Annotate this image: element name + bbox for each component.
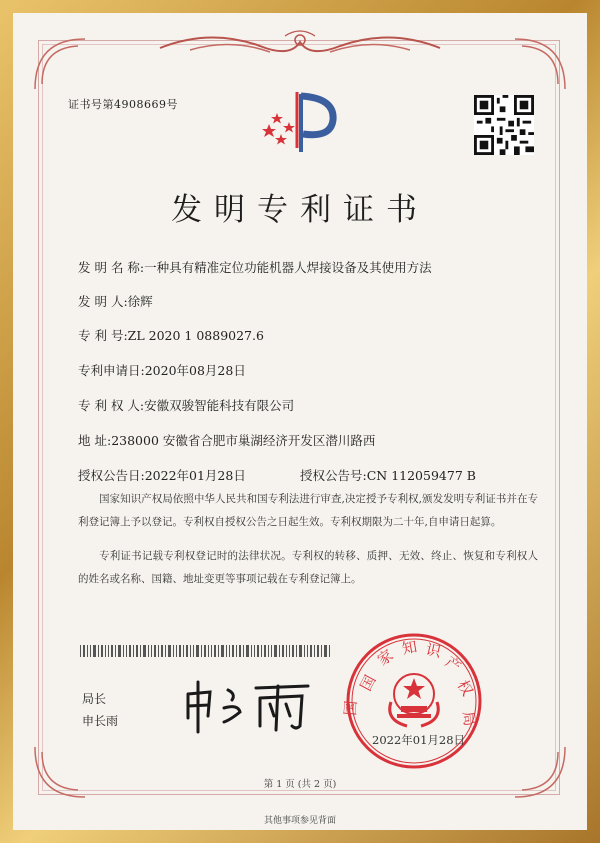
patentee-value: 安徽双骏智能科技有限公司 (144, 398, 295, 413)
address-value: 238000 安徽省合肥市巢湖经济开发区潜川路西 (111, 433, 376, 448)
handwritten-signature (180, 676, 320, 736)
patent-number-label: 专 利 号: (78, 328, 128, 343)
certificate-number: 证书号第4908669号 (68, 98, 178, 111)
svg-text:产: 产 (441, 652, 465, 677)
page-number: 第 1 页 (共 2 页) (263, 779, 337, 790)
top-ornament (150, 28, 450, 62)
official-seal-icon (341, 632, 483, 770)
invention-name-value: 一种具有精准定位功能机器人焊接设备及其使用方法 (144, 260, 432, 275)
svg-text:国: 国 (341, 699, 361, 717)
inventor-label: 发 明 人: (78, 294, 128, 309)
qr-code-icon (474, 95, 534, 155)
corner-ornament-top-left (30, 34, 90, 94)
svg-text:家: 家 (373, 645, 397, 670)
svg-text:局: 局 (459, 710, 479, 728)
footer-note: 其他事项参见背面 (263, 816, 336, 826)
corner-ornament-bottom-left (30, 742, 90, 802)
field-patentee (78, 396, 294, 414)
certificate-title: 发明专利证书 (171, 192, 429, 228)
grant-statement-paragraph: 国家知识产权局依照中华人民共和国专利法进行审查,决定授予专利权,颁发发明专利证书并在专利登记簿上予以登记。专利权自授权公告之日起生效。专利权期限为二十年,自申请日起算。 (78, 493, 538, 528)
field-application-date (78, 361, 246, 379)
svg-text:知: 知 (400, 637, 419, 658)
field-inventor (78, 292, 153, 310)
corner-ornament-top-right (510, 34, 570, 94)
svg-text:国: 国 (356, 672, 380, 694)
field-grant-date (78, 466, 246, 484)
field-grant-number (300, 466, 476, 484)
address-label: 地 址: (78, 433, 112, 448)
patent-office-logo-icon (255, 86, 355, 158)
director-title: 局长 (82, 692, 107, 706)
inventor-value: 徐辉 (127, 294, 153, 309)
barcode-icon (80, 645, 330, 657)
application-date-value: 2020年08月28日 (144, 363, 246, 378)
grant-number-value: CN 112059477 B (366, 468, 476, 483)
grant-date-value: 2022年01月28日 (144, 468, 246, 483)
director-name: 申长雨 (82, 714, 119, 728)
field-address (78, 431, 375, 449)
grant-number-label: 授权公告号: (300, 468, 367, 483)
patent-number-value: ZL 2020 1 0889027.6 (127, 328, 264, 343)
seal-date: 2022年01月28日 (372, 733, 466, 747)
svg-text:权: 权 (453, 677, 477, 700)
field-invention-name (78, 258, 432, 276)
legal-status-paragraph: 专利证书记载专利权登记时的法律状况。专利权的转移、质押、无效、终止、恢复和专利权人的姓名或名称、国籍、地址变更等事项记载在专利登记簿上。 (78, 550, 538, 585)
svg-text:识: 识 (424, 640, 443, 662)
field-patent-number (78, 326, 264, 344)
application-date-label: 专利申请日: (78, 363, 145, 378)
grant-date-label: 授权公告日: (78, 468, 145, 483)
invention-name-label: 发 明 名 称: (78, 260, 145, 275)
corner-ornament-bottom-right (510, 742, 570, 802)
patentee-label: 专 利 权 人: (78, 398, 145, 413)
